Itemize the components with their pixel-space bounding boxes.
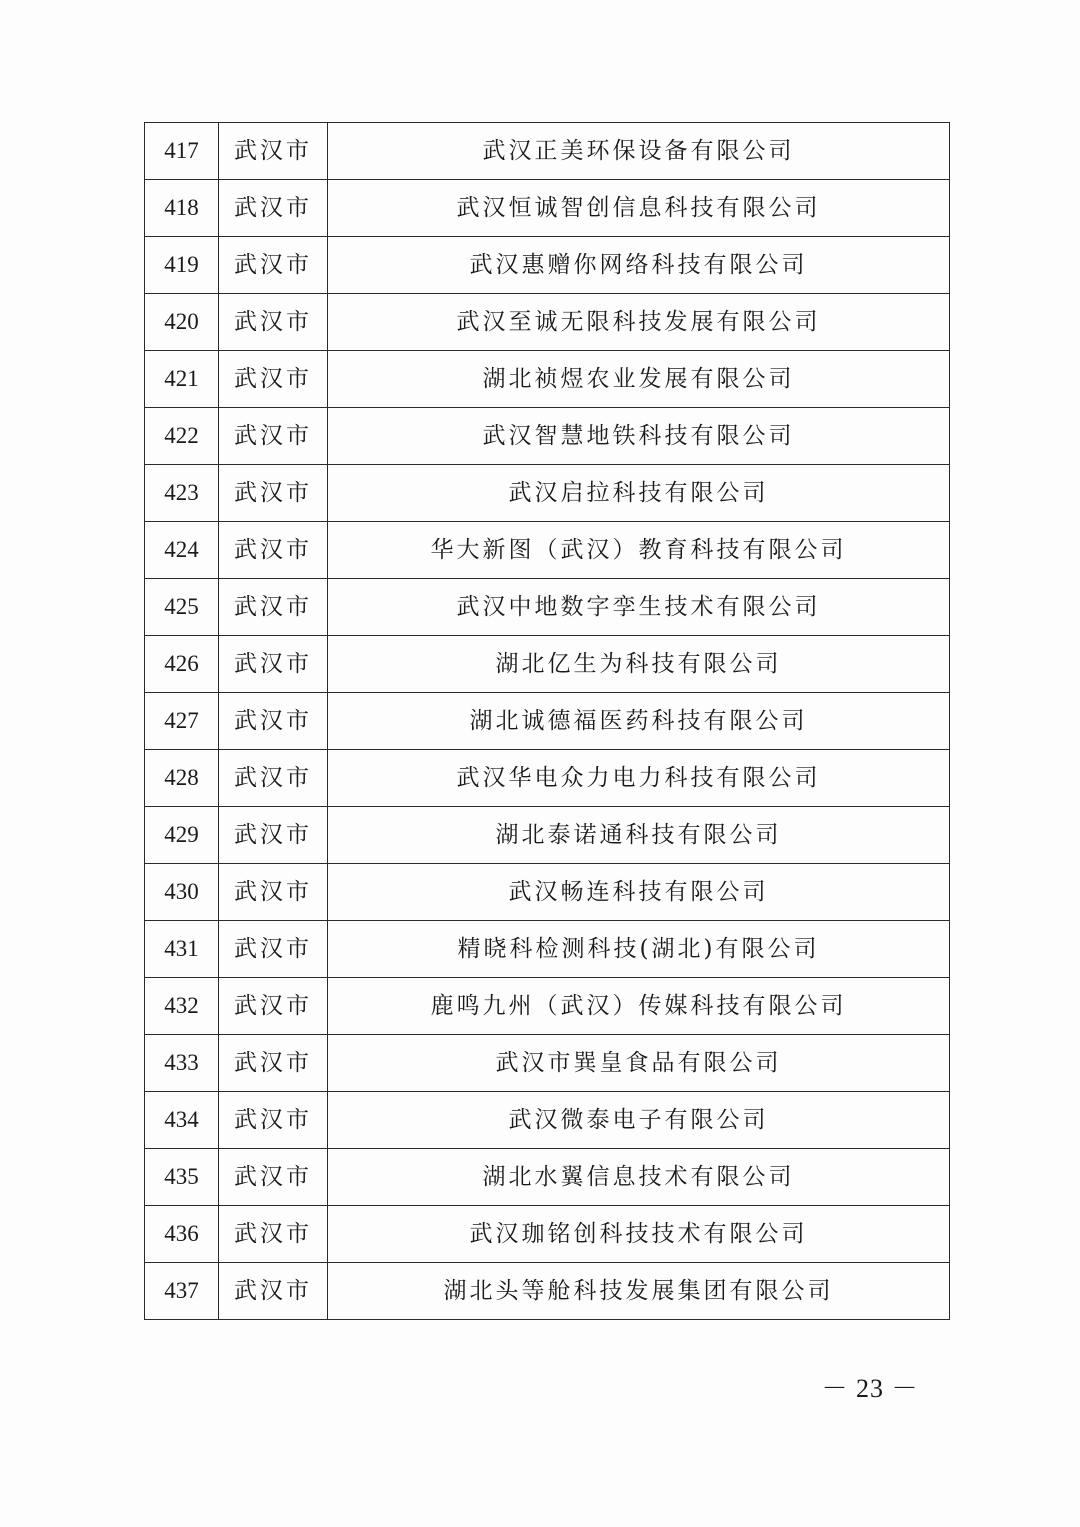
city-cell: 武汉市 xyxy=(219,1263,328,1320)
city-cell: 武汉市 xyxy=(219,180,328,237)
row-number-cell: 419 xyxy=(145,237,219,294)
city-cell: 武汉市 xyxy=(219,1035,328,1092)
company-name-cell: 武汉智慧地铁科技有限公司 xyxy=(328,408,950,465)
table-row xyxy=(145,921,950,978)
table-row xyxy=(145,408,950,465)
city-cell: 武汉市 xyxy=(219,921,328,978)
table-row xyxy=(145,294,950,351)
row-number-cell: 431 xyxy=(145,921,219,978)
page-number: － 23 － xyxy=(821,1374,919,1403)
table-row xyxy=(145,807,950,864)
company-name-cell: 武汉启拉科技有限公司 xyxy=(328,465,950,522)
row-number-cell: 429 xyxy=(145,807,219,864)
table-row xyxy=(145,1263,950,1320)
city-cell: 武汉市 xyxy=(219,807,328,864)
company-name-cell: 武汉市巽皇食品有限公司 xyxy=(328,1035,950,1092)
city-cell: 武汉市 xyxy=(219,750,328,807)
table-row xyxy=(145,750,950,807)
table-row xyxy=(145,351,950,408)
table-row xyxy=(145,180,950,237)
row-number-cell: 436 xyxy=(145,1206,219,1263)
row-number-cell: 422 xyxy=(145,408,219,465)
city-cell: 武汉市 xyxy=(219,636,328,693)
city-cell: 武汉市 xyxy=(219,579,328,636)
table-row xyxy=(145,636,950,693)
row-number-cell: 418 xyxy=(145,180,219,237)
row-number-cell: 417 xyxy=(145,123,219,180)
city-cell: 武汉市 xyxy=(219,522,328,579)
city-cell: 武汉市 xyxy=(219,294,328,351)
table-row xyxy=(145,465,950,522)
row-number-cell: 433 xyxy=(145,1035,219,1092)
company-name-cell: 湖北水翼信息技术有限公司 xyxy=(328,1149,950,1206)
company-name-cell: 鹿鸣九州（武汉）传媒科技有限公司 xyxy=(328,978,950,1035)
table-row xyxy=(145,579,950,636)
city-cell: 武汉市 xyxy=(219,1092,328,1149)
row-number-cell: 430 xyxy=(145,864,219,921)
city-cell: 武汉市 xyxy=(219,351,328,408)
company-name-cell: 湖北诚德福医药科技有限公司 xyxy=(328,693,950,750)
company-name-cell: 武汉至诚无限科技发展有限公司 xyxy=(328,294,950,351)
city-cell: 武汉市 xyxy=(219,1206,328,1263)
company-name-cell: 武汉畅连科技有限公司 xyxy=(328,864,950,921)
city-cell: 武汉市 xyxy=(219,864,328,921)
company-name-cell: 武汉珈铭创科技技术有限公司 xyxy=(328,1206,950,1263)
company-name-cell: 湖北头等舱科技发展集团有限公司 xyxy=(328,1263,950,1320)
city-cell: 武汉市 xyxy=(219,978,328,1035)
table-row xyxy=(145,237,950,294)
company-name-cell: 武汉中地数字孪生技术有限公司 xyxy=(328,579,950,636)
row-number-cell: 434 xyxy=(145,1092,219,1149)
city-cell: 武汉市 xyxy=(219,1149,328,1206)
table-row xyxy=(145,1206,950,1263)
table-row xyxy=(145,123,950,180)
row-number-cell: 437 xyxy=(145,1263,219,1320)
company-name-cell: 华大新图（武汉）教育科技有限公司 xyxy=(328,522,950,579)
city-cell: 武汉市 xyxy=(219,408,328,465)
table-row xyxy=(145,864,950,921)
row-number-cell: 435 xyxy=(145,1149,219,1206)
city-cell: 武汉市 xyxy=(219,123,328,180)
table-row xyxy=(145,522,950,579)
city-cell: 武汉市 xyxy=(219,465,328,522)
row-number-cell: 428 xyxy=(145,750,219,807)
row-number-cell: 420 xyxy=(145,294,219,351)
company-name-cell: 武汉恒诚智创信息科技有限公司 xyxy=(328,180,950,237)
row-number-cell: 423 xyxy=(145,465,219,522)
city-cell: 武汉市 xyxy=(219,237,328,294)
city-cell: 武汉市 xyxy=(219,693,328,750)
company-name-cell: 湖北亿生为科技有限公司 xyxy=(328,636,950,693)
row-number-cell: 432 xyxy=(145,978,219,1035)
company-list-table xyxy=(144,122,950,1320)
row-number-cell: 425 xyxy=(145,579,219,636)
company-name-cell: 湖北泰诺通科技有限公司 xyxy=(328,807,950,864)
row-number-cell: 424 xyxy=(145,522,219,579)
table-row xyxy=(145,693,950,750)
row-number-cell: 426 xyxy=(145,636,219,693)
company-name-cell: 湖北祯煜农业发展有限公司 xyxy=(328,351,950,408)
table-row xyxy=(145,1149,950,1206)
row-number-cell: 421 xyxy=(145,351,219,408)
company-name-cell: 精晓科检测科技(湖北)有限公司 xyxy=(328,921,950,978)
company-name-cell: 武汉微泰电子有限公司 xyxy=(328,1092,950,1149)
company-name-cell: 武汉惠赠你网络科技有限公司 xyxy=(328,237,950,294)
table-row xyxy=(145,1035,950,1092)
company-name-cell: 武汉华电众力电力科技有限公司 xyxy=(328,750,950,807)
table-row xyxy=(145,978,950,1035)
table-row xyxy=(145,1092,950,1149)
company-list-body xyxy=(145,123,950,1320)
company-name-cell: 武汉正美环保设备有限公司 xyxy=(328,123,950,180)
row-number-cell: 427 xyxy=(145,693,219,750)
